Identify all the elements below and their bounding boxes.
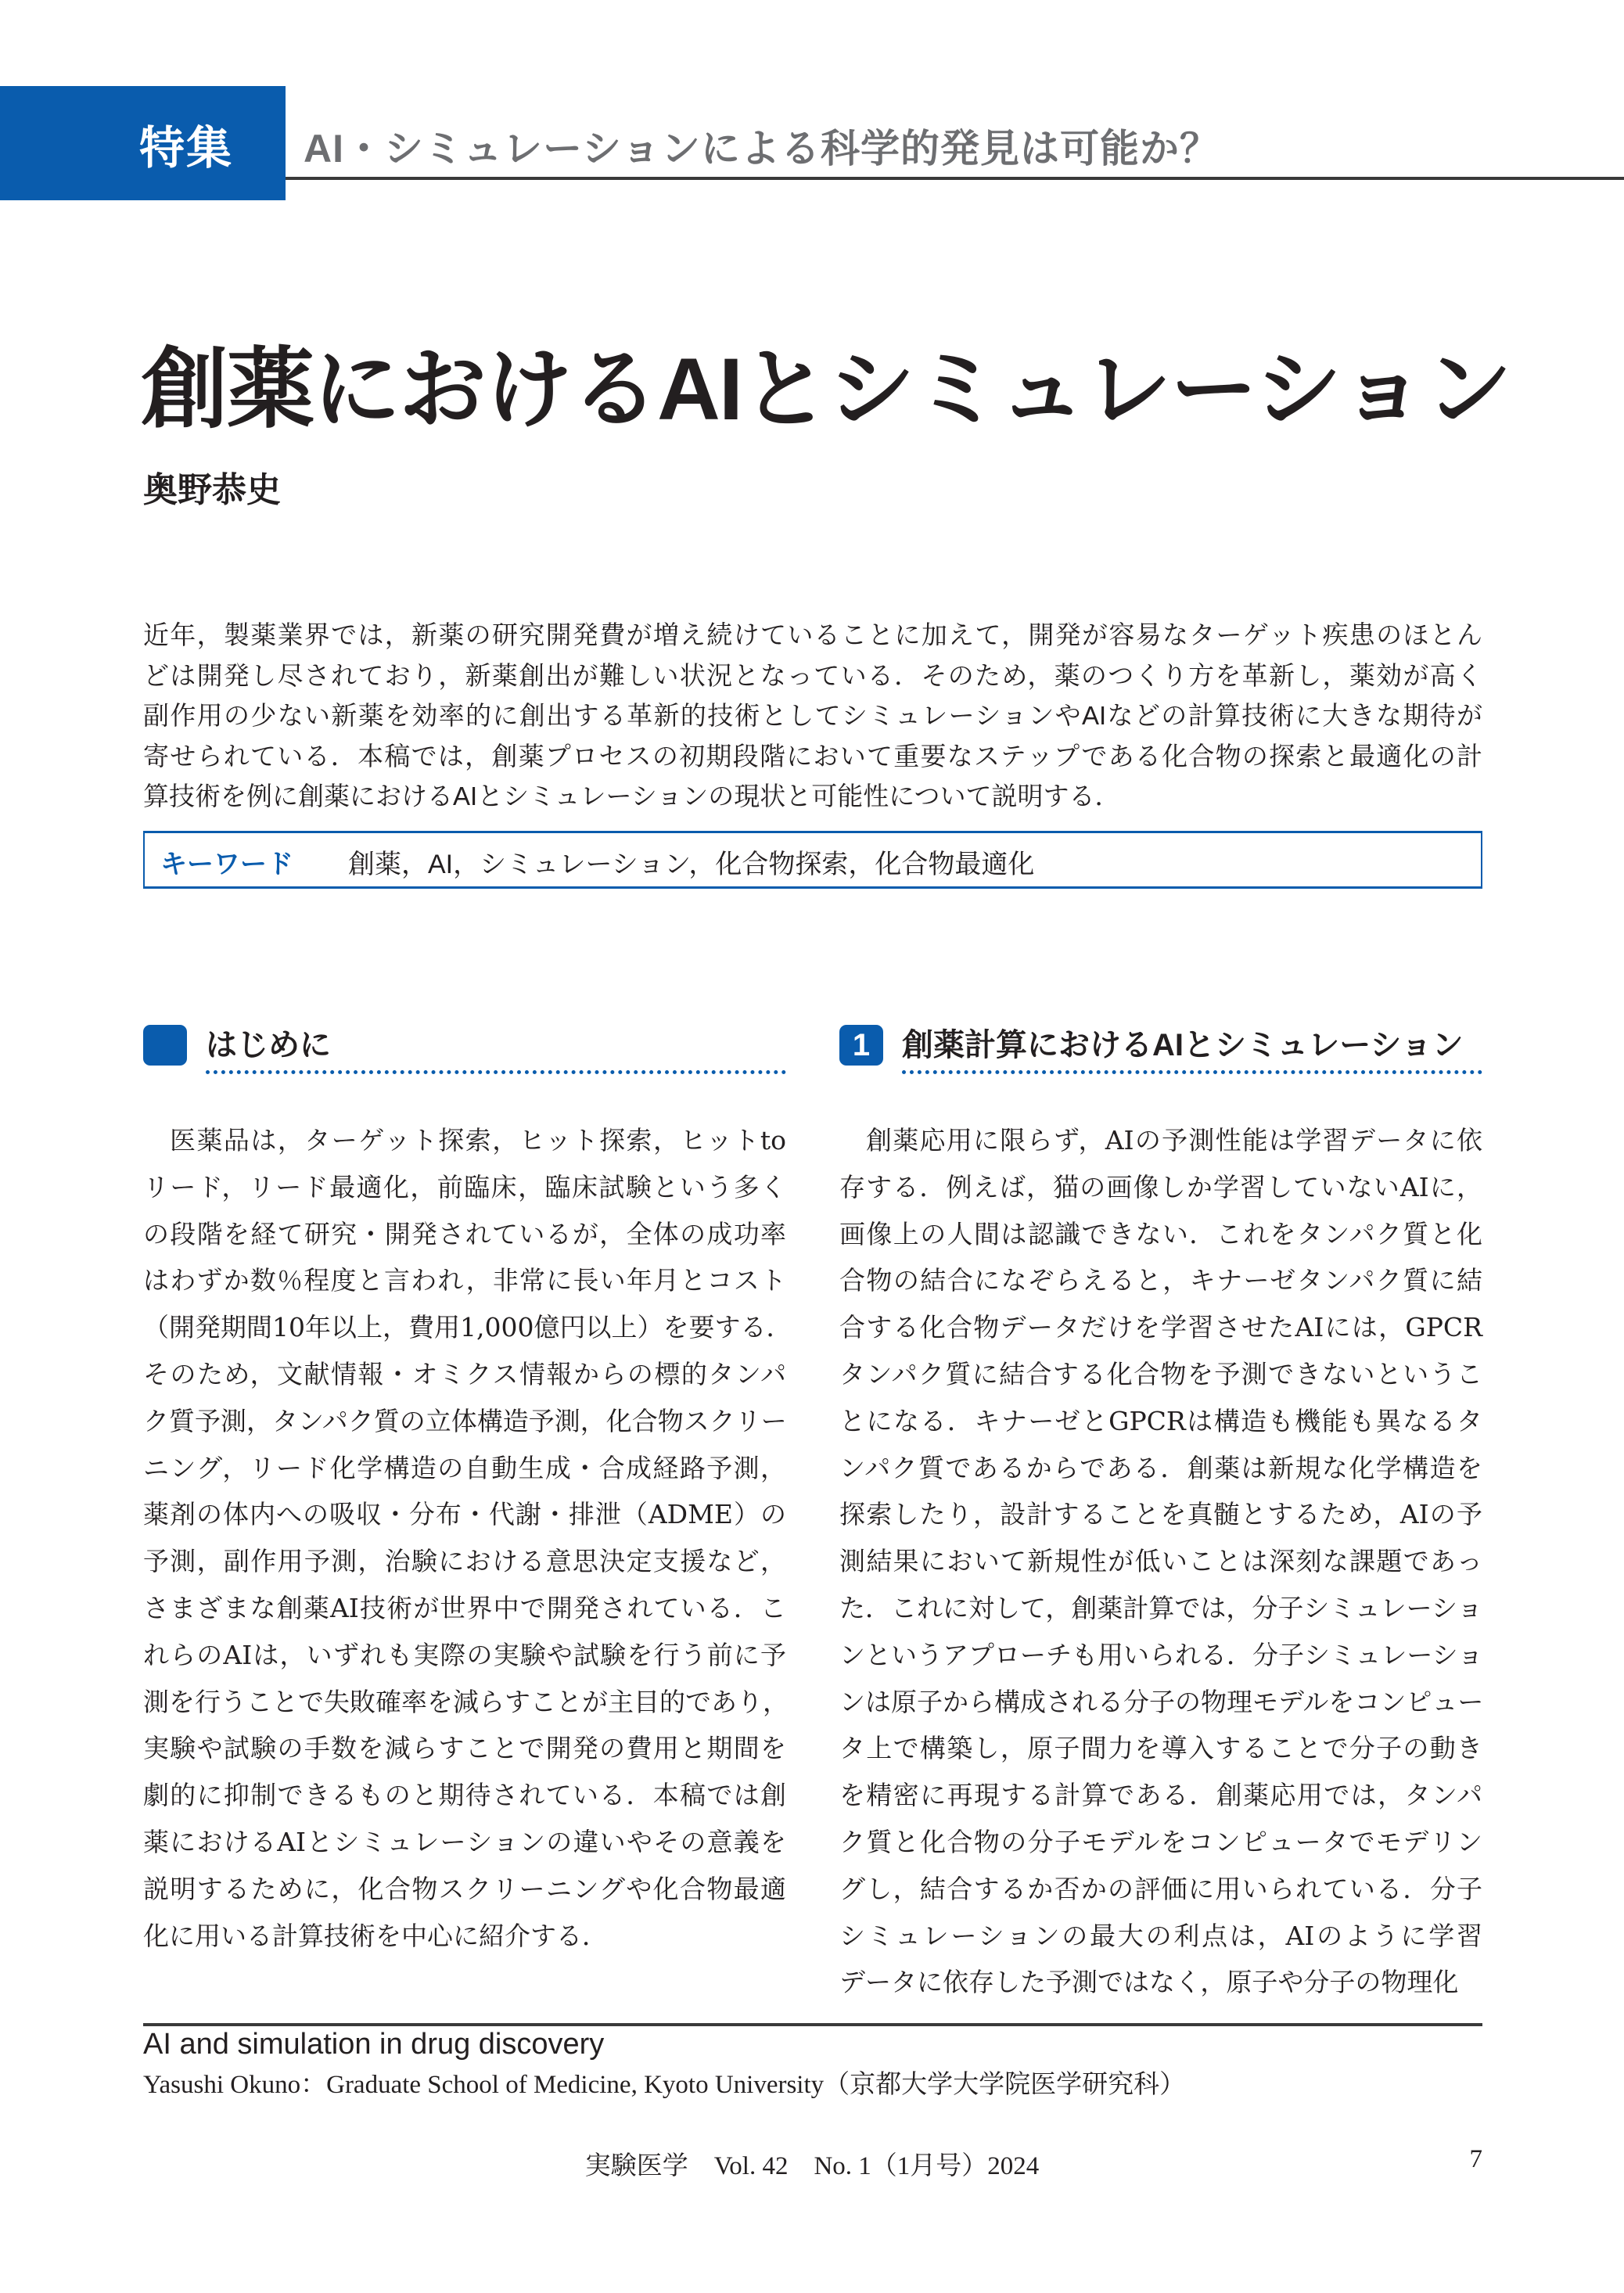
section-number-icon: 1: [839, 1025, 883, 1066]
journal-citation: 実験医学 Vol. 42 No. 1（1月号）2024: [584, 2152, 1040, 2180]
text-line: の段階を経て研究・開発されているが，全体の成功率: [143, 1218, 787, 1249]
page-number: 7: [1469, 2145, 1482, 2173]
text-line: を精密に再現する計算である．創薬応用では，タンパ: [839, 1780, 1482, 1811]
text-line: ンは原子から構成される分子の物理モデルをコンピュー: [839, 1686, 1484, 1717]
text-line: 創薬応用に限らず，AIの予測性能は学習データに依: [866, 1125, 1482, 1155]
author-affiliation: Yasushi Okuno：Graduate School of Medicine, Kyoto University（京都大学大学院医学研究科）: [143, 2071, 1186, 2099]
text-line: ク質予測，タンパク質の立体構造予測，化合物スクリー: [143, 1405, 787, 1436]
body-column-left: [143, 1117, 792, 1959]
text-line: （開発期間10年以上，費用1,000億円以上）を要する．: [143, 1312, 792, 1343]
text-line: た．これに対して，創薬計算では，分子シミュレーショ: [839, 1592, 1483, 1623]
text-line: そのため，文献情報・オミクス情報からの標的タンパ: [143, 1358, 786, 1389]
text-line: 化に用いる計算技術を中心に紹介する．: [143, 1920, 608, 1951]
text-line: ニング，リード化学構造の自動生成・合成経路予測，: [143, 1452, 786, 1483]
article-title: 創薬におけるAIとシミュレーション: [141, 340, 1511, 438]
text-line: 薬におけるAIとシミュレーションの違いやその意義を: [143, 1826, 786, 1857]
text-line: ク質と化合物の分子モデルをコンピュータでモデリン: [839, 1826, 1482, 1857]
text-line: 説明するために，化合物スクリーニングや化合物最適: [143, 1873, 786, 1904]
abstract: [143, 615, 1482, 817]
text-line: さまざまな創薬AI技術が世界中で開発されている．こ: [143, 1592, 786, 1623]
text-line: 測結果において新規性が低いことは深刻な課題であっ: [839, 1546, 1482, 1577]
text-line: ンパク質であるからである．創薬は新規な化学構造を: [839, 1452, 1482, 1483]
keyword-box: [143, 831, 1482, 889]
text-line: 探索したり，設計することを真髄とするため，AIの予: [839, 1499, 1482, 1530]
text-line: 合物の結合になぞらえると，キナーゼタンパク質に結: [839, 1265, 1482, 1296]
keyword-label: キーワード: [160, 850, 293, 879]
text-line: タ上で構築し，原子間力を導入することで分子の動き: [839, 1733, 1482, 1764]
series-title: AI・シミュレーションによる科学的発見は可能か？: [304, 127, 1220, 171]
text-line: 画像上の人間は認識できない．これをタンパク質と化: [839, 1218, 1482, 1249]
text-line: データに依存した予測ではなく，原子や分子の物理化: [839, 1967, 1459, 1998]
author-name: 奥野恭史: [143, 471, 281, 509]
text-line: 算技術を例に創薬におけるAIとシミュレーションの現状と可能性について説明する．: [143, 782, 1121, 810]
text-line: 測を行うことで失敗確率を減らすことが主目的であり，: [143, 1686, 789, 1717]
text-line: 副作用の少ない新薬を効率的に創出する革新的技術としてシミュレーションやAIなどの計算技術に大きな期待が: [143, 701, 1482, 730]
text-line: とになる．キナーゼとGPCRは構造も機能も異なるタ: [839, 1405, 1482, 1436]
footer-rule: [143, 2023, 1482, 2026]
text-line: 合する化合物データだけを学習させたAIには，GPCR: [839, 1312, 1482, 1343]
section-title: はじめに: [206, 1028, 331, 1062]
text-line: 寄せられている．本稿では，創薬プロセスの初期段階において重要なステップである化合物の探索と最適化の計: [143, 741, 1482, 771]
text-line: リード，リード最適化，前臨床，臨床試験という多く: [143, 1171, 786, 1202]
text-line: グし，結合するか否かの評価に用いられている．分子: [839, 1873, 1482, 1904]
text-line: 予測，副作用予測，治験における意思決定支援など，: [143, 1546, 787, 1577]
text-line: タンパク質に結合する化合物を予測できないというこ: [839, 1358, 1482, 1389]
dotted-rule: [206, 1070, 786, 1074]
text-line: どは開発し尽されており，新薬創出が難しい状況となっている．そのため，薬のつくり方を革新し，薬効が高く: [143, 660, 1482, 690]
keyword-values: 創薬，AI，シミュレーション，化合物探索，化合物最適化: [348, 850, 1035, 879]
body-column-right: [839, 1117, 1482, 2006]
text-line: はわずか数％程度と言われ，非常に長い年月とコスト: [143, 1265, 786, 1296]
text-line: 薬剤の体内への吸収・分布・代謝・排泄（ADME）の: [143, 1499, 786, 1530]
dotted-rule: [902, 1070, 1482, 1074]
feature-label: 特集: [139, 123, 234, 174]
text-line: 医薬品は，ターゲット探索，ヒット探索，ヒットto: [170, 1125, 786, 1155]
english-title: AI and simulation in drug discovery: [143, 2028, 605, 2061]
text-line: れらのAIは，いずれも実際の実験や試験を行う前に予: [143, 1639, 786, 1670]
section-title: 創薬計算におけるAIとシミュレーション: [902, 1028, 1464, 1062]
section-square-icon: [143, 1025, 187, 1066]
text-line: シミュレーションの最大の利点は，AIのように学習: [839, 1920, 1482, 1951]
header-rule: [286, 177, 1624, 180]
text-line: 存する．例えば，猫の画像しか学習していないAIに，: [839, 1171, 1482, 1202]
text-line: 劇的に抑制できるものと期待されている．本稿では創: [143, 1780, 787, 1811]
text-line: 実験や試験の手数を減らすことで開発の費用と期間を: [143, 1733, 786, 1764]
text-line: ンというアプローチも用いられる．分子シミュレーショ: [839, 1639, 1484, 1670]
text-line: 近年，製薬業界では，新薬の研究開発費が増え続けていることに加えて，開発が容易なターゲット疾患のほとん: [143, 620, 1482, 649]
